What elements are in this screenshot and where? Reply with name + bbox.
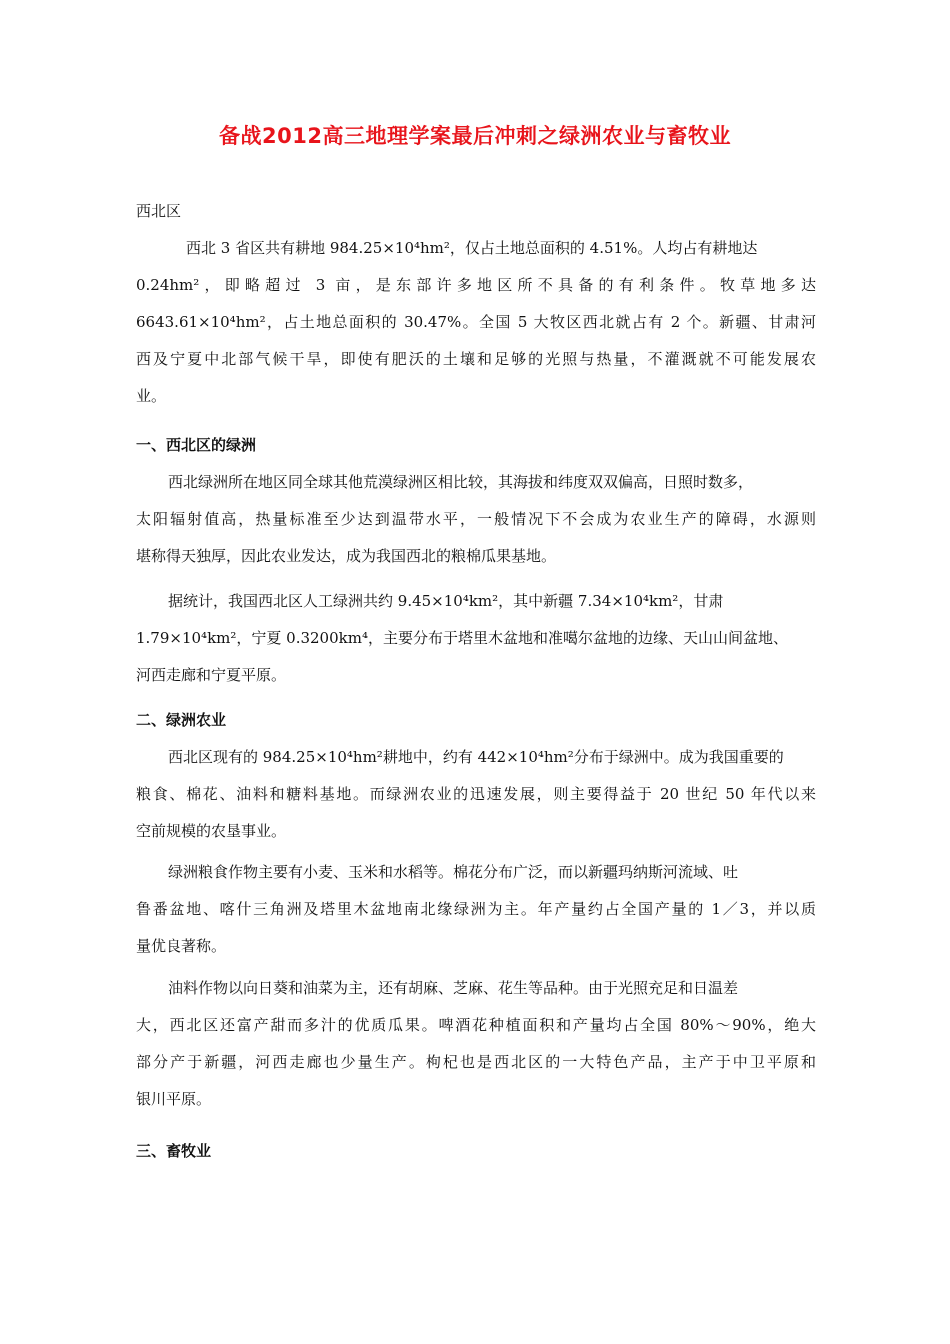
- section1-paragraph-1: [136, 464, 816, 575]
- text-line: 大，西北区还富产甜而多汁的优质瓜果。啤酒花种植面积和产量均占全国 80%～90%，绝大: [136, 1016, 816, 1034]
- text-line: 量优良著称。: [136, 937, 227, 955]
- text-line: 粮食、棉花、油料和糖料基地。而绿洲农业的迅速发展，则主要得益于 20 世纪 50 年代以来: [136, 785, 816, 803]
- text-line: 油料作物以向日葵和油菜为主，还有胡麻、芝麻、花生等品种。由于光照充足和日温差: [168, 979, 739, 997]
- text-line: 据统计，我国西北区人工绿洲共约 9.45×10⁴km²，其中新疆 7.34×10⁴km²，甘肃: [168, 592, 724, 610]
- document-title: 备战2012高三地理学案最后冲刺之绿洲农业与畜牧业: [219, 124, 731, 148]
- intro-paragraph: [136, 230, 816, 415]
- section2-paragraph-2: [136, 854, 816, 965]
- text-line: 鲁番盆地、喀什三角洲及塔里木盆地南北缘绿洲为主。年产量约占全国产量的 1／3，并以质: [136, 900, 816, 918]
- section2-paragraph-1: [136, 739, 816, 850]
- text-line: 西北 3 省区共有耕地 984.25×10⁴hm²，仅占土地总面积的 4.51%。人均占有耕地达: [186, 239, 758, 257]
- text-line: 6643.61×10⁴hm²，占土地总面积的 30.47%。全国 5 大牧区西北就占有 2 个。新疆、甘肃河: [136, 313, 816, 331]
- section-heading: 一、西北区的绿洲: [136, 436, 257, 454]
- text-line: 银川平原。: [136, 1090, 212, 1108]
- section1-paragraph-2: [136, 583, 816, 694]
- text-line: 0.24hm²，即略超过 3 亩，是东部许多地区所不具备的有利条件。牧草地多达: [136, 276, 816, 294]
- section2-paragraph-3: [136, 970, 816, 1118]
- region-label: 西北区: [136, 202, 182, 220]
- text-line: 河西走廊和宁夏平原。: [136, 666, 287, 684]
- text-line: 西北绿洲所在地区同全球其他荒漠绿洲区相比较，其海拔和纬度双双偏高，日照时数多，: [168, 473, 754, 491]
- text-line: 空前规模的农垦事业。: [136, 822, 287, 840]
- text-line: 西北区现有的 984.25×10⁴hm²耕地中，约有 442×10⁴hm²分布于绿洲中。成为我国重要的: [168, 748, 784, 766]
- text-line: 部分产于新疆，河西走廊也少量生产。枸杞也是西北区的一大特色产品，主产于中卫平原和: [136, 1053, 816, 1071]
- section-heading: 二、绿洲农业: [136, 711, 227, 729]
- text-line: 太阳辐射值高，热量标准至少达到温带水平，一般情况下不会成为农业生产的障碍，水源则: [136, 510, 816, 528]
- text-line: 业。: [136, 387, 167, 405]
- text-line: 1.79×10⁴km²，宁夏 0.3200km⁴，主要分布于塔里木盆地和准噶尔盆地的边缘、天山山间盆地、: [136, 629, 788, 647]
- text-line: 堪称得天独厚，因此农业发达，成为我国西北的粮棉瓜果基地。: [136, 547, 557, 565]
- text-line: 西及宁夏中北部气候干旱，即使有肥沃的土壤和足够的光照与热量，不灌溉就不可能发展农: [136, 350, 816, 368]
- section-heading: 三、畜牧业: [136, 1142, 212, 1160]
- text-line: 绿洲粮食作物主要有小麦、玉米和水稻等。棉花分布广泛，而以新疆玛纳斯河流域、吐: [168, 863, 739, 881]
